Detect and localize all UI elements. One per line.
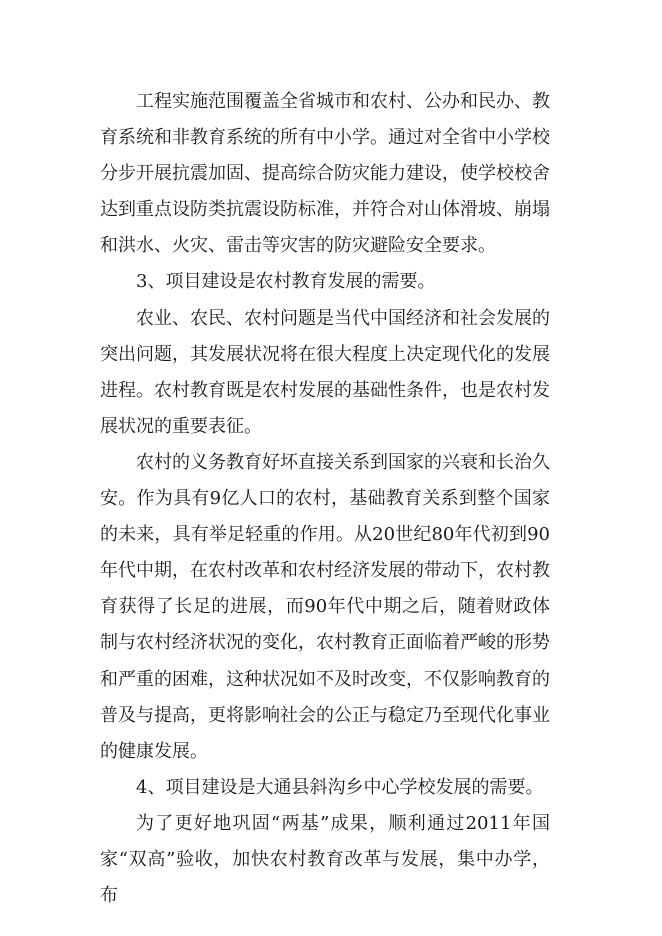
paragraph-consolidate-achievements: 为了更好地巩固“两基”成果，顺利通过2011年国家“双高”验收，加快农村教育改革与发展，集中办学，布: [100, 812, 550, 907]
body-text: [100, 84, 550, 914]
paragraph-rural-issues: 农业、农民、农村问题是当代中国经济和社会发展的突出问题，其发展状况将在很大程度上决定现代化的发展进程。农村教育既是农村发展的基础性条件，也是农村发展状况的重要表征。: [100, 307, 550, 437]
paragraph-project-scope: 工程实施范围覆盖全省城市和农村、公办和民办、教育系统和非教育系统的所有中小学。通过对全省中小学校分步开展抗震加固、提高综合防灾能力建设，使学校校舍达到重点设防类抗震设防标准，并符合对山体滑坡、崩塌和洪水、火灾、雷击等灾害的防灾避险安全要求。: [100, 91, 550, 257]
heading-rural-education-need: 3、项目建设是农村教育发展的需要。: [136, 271, 436, 293]
heading-school-development-need: 4、项目建设是大通县斜沟乡中心学校发展的需要。: [136, 776, 544, 798]
paragraph-compulsory-education: 农村的义务教育好坏直接关系到国家的兴衰和长治久安。作为具有9亿人口的农村，基础教育关系到整个国家的未来，具有举足轻重的作用。从20世纪80年代初到90年代中期，在农村改革和农村经济发展的带动下，农村教育获得了长足的进展，而90年代中期之后，随着财政体制与农村经济状况的变化，农村教育正面临着严峻的形势和严重的困难，这种状况如不及时改变，不仅影响教育的普及与提高，更将影响社会的公正与稳定乃至现代化事业的健康发展。: [100, 451, 550, 762]
